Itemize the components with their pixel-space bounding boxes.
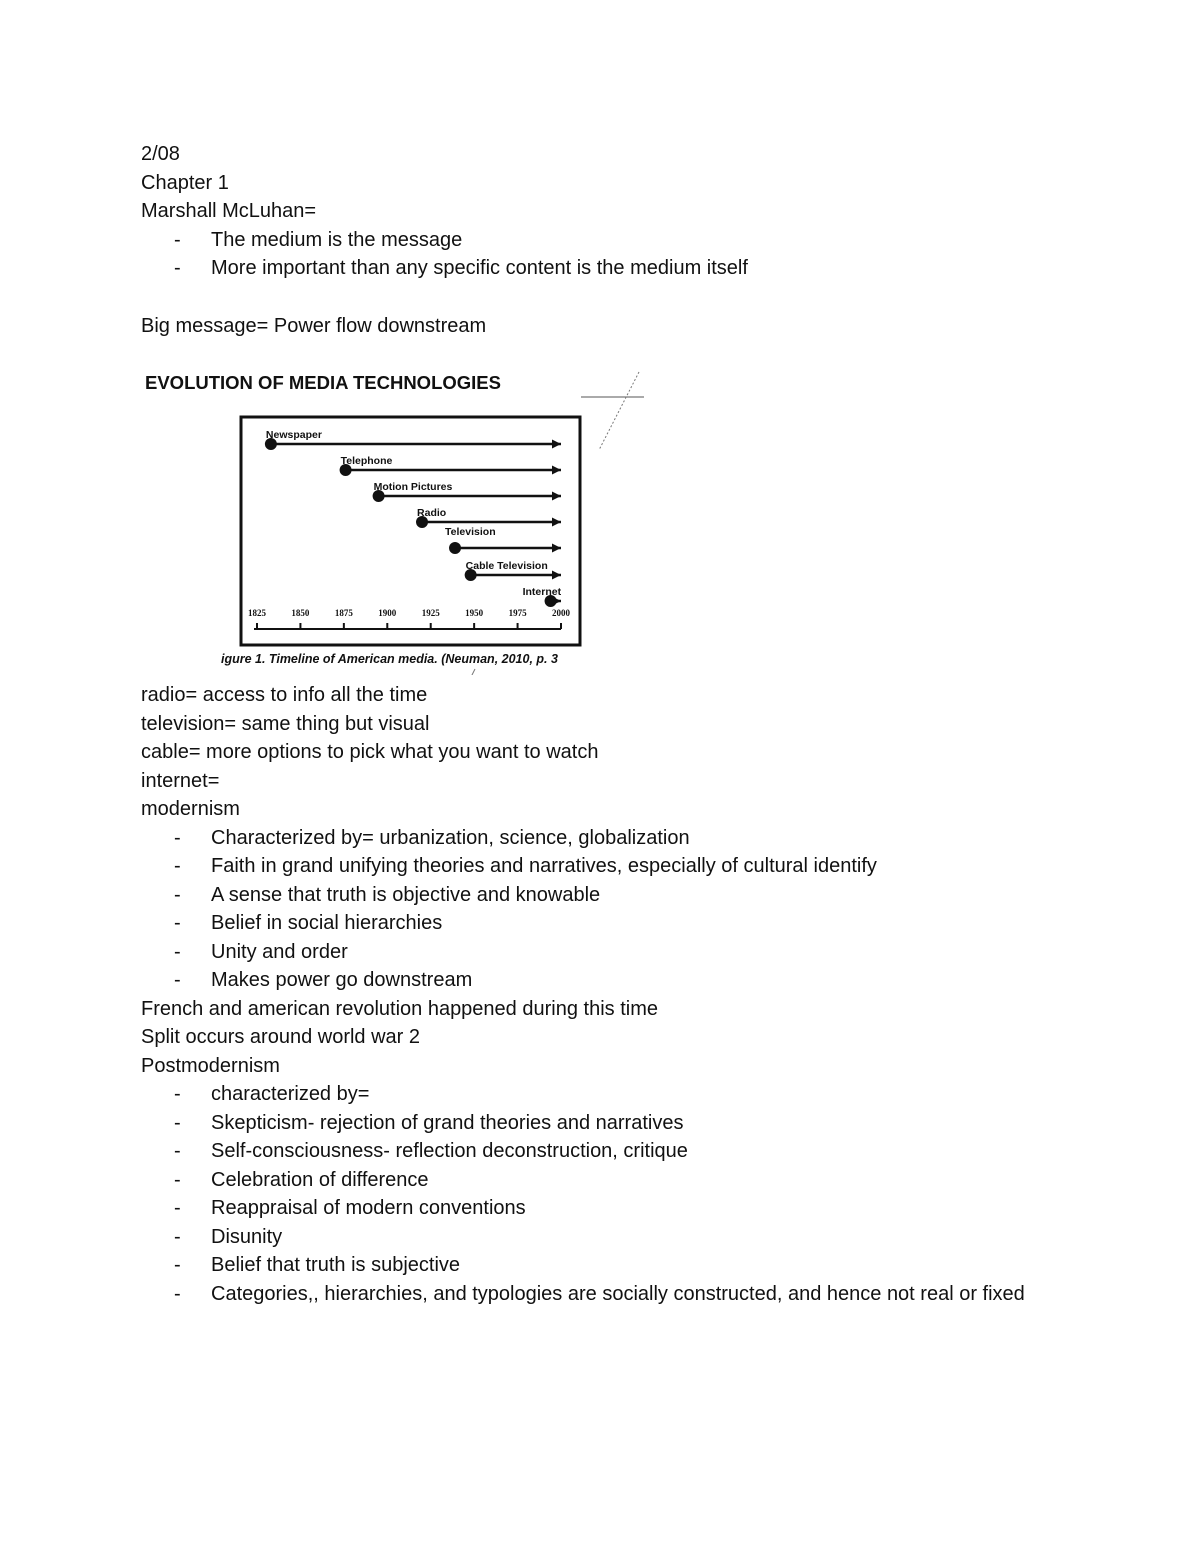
list-item: - Belief that truth is subjective [141, 1251, 1071, 1280]
list-item: - More important than any specific content is the medium itself [141, 254, 1071, 283]
postmodernism-list [141, 1080, 1071, 1308]
list-item: - The medium is the message [141, 226, 1071, 255]
x-tick-label: 2000 [552, 608, 570, 618]
list-item: - Unity and order [141, 938, 1071, 967]
mcluhan-list [141, 226, 1071, 283]
document-page [141, 140, 1071, 1308]
big-message-line: Big message= Power flow downstream [141, 314, 487, 337]
chapter-heading: Chapter 1 [141, 171, 229, 194]
list-item: - Self-consciousness- reflection deconstruction, critique [141, 1137, 1071, 1166]
dash-bullet: - [174, 1225, 181, 1248]
x-tick-label: 1825 [248, 608, 266, 618]
list-item: - Celebration of difference [141, 1166, 1071, 1195]
dash-bullet: - [174, 1083, 181, 1105]
dash-bullet: - [174, 1254, 181, 1276]
x-tick-label: 1975 [508, 608, 527, 618]
postmodernism-heading: Postmodernism [141, 1054, 280, 1077]
figure-title: EVOLUTION OF MEDIA TECHNOLOGIES [145, 372, 501, 393]
timeline-label-telephone: Telephone [340, 455, 393, 467]
figure-caption: igure 1. Timeline of American media. (Neuman, 2010, p. 3 [221, 652, 558, 666]
x-tick-label: 1950 [465, 608, 484, 618]
modernism-heading: modernism [141, 798, 240, 820]
dash-bullet: - [174, 1168, 181, 1191]
timeline-label-motion-pictures: Motion Pictures [373, 481, 453, 493]
dash-bullet: - [174, 826, 181, 849]
note-line: television= same thing but visual [141, 712, 430, 735]
timeline-start-television [449, 542, 461, 554]
timeline-label-internet: Internet [522, 586, 562, 598]
dash-bullet: - [174, 257, 181, 279]
list-item: - Characterized by= urbanization, science, globalization [141, 824, 1071, 853]
media-timeline-figure [141, 357, 661, 675]
note-line: radio= access to info all the time [141, 684, 428, 706]
mcluhan-heading: Marshall McLuhan= [141, 200, 317, 222]
modernism-list [141, 824, 1071, 995]
dash-bullet: - [174, 940, 181, 963]
timeline-label-radio: Radio [417, 507, 447, 519]
list-item: - Skepticism- rejection of grand theories and narratives [141, 1109, 1071, 1138]
dash-bullet: - [174, 228, 181, 251]
dash-bullet: - [174, 883, 181, 906]
list-item: - Faith in grand unifying theories and narratives, especially of cultural identify [141, 852, 1071, 881]
note-line: Split occurs around world war 2 [141, 1026, 421, 1048]
note-line: cable= more options to pick what you want to watch [141, 741, 599, 763]
dash-bullet: - [174, 1140, 181, 1162]
note-line: internet= [141, 769, 220, 792]
dash-bullet: - [174, 855, 181, 877]
list-item: - A sense that truth is objective and knowable [141, 881, 1071, 910]
list-item: - Disunity [141, 1223, 1071, 1252]
x-tick-label: 1925 [421, 608, 440, 618]
list-item: - Categories,, hierarchies, and typologies are socially constructed, and hence not real or fixed [141, 1280, 1071, 1309]
timeline-label-television: Television [445, 526, 496, 538]
list-item: - Reappraisal of modern conventions [141, 1194, 1071, 1223]
media-timeline-chart [141, 357, 661, 675]
timeline-label-newspaper: Newspaper [265, 429, 322, 441]
timeline-label-cable-television: Cable Television [465, 560, 548, 572]
x-tick-label: 1850 [291, 608, 310, 618]
x-tick-label: 1875 [334, 608, 353, 618]
dash-bullet: - [174, 1282, 181, 1305]
dash-bullet: - [174, 969, 181, 991]
decorative-stroke [470, 669, 475, 675]
decorative-stroke [599, 372, 639, 450]
date-line: 2/08 [141, 143, 180, 165]
note-line: French and american revolution happened during this time [141, 997, 658, 1020]
list-item: - Makes power go downstream [141, 966, 1071, 995]
list-item: - Belief in social hierarchies [141, 909, 1071, 938]
dash-bullet: - [174, 1111, 181, 1134]
list-item: - characterized by= [141, 1080, 1071, 1109]
x-tick-label: 1900 [378, 608, 397, 618]
dash-bullet: - [174, 912, 181, 934]
dash-bullet: - [174, 1197, 181, 1219]
spacer [141, 283, 1071, 312]
